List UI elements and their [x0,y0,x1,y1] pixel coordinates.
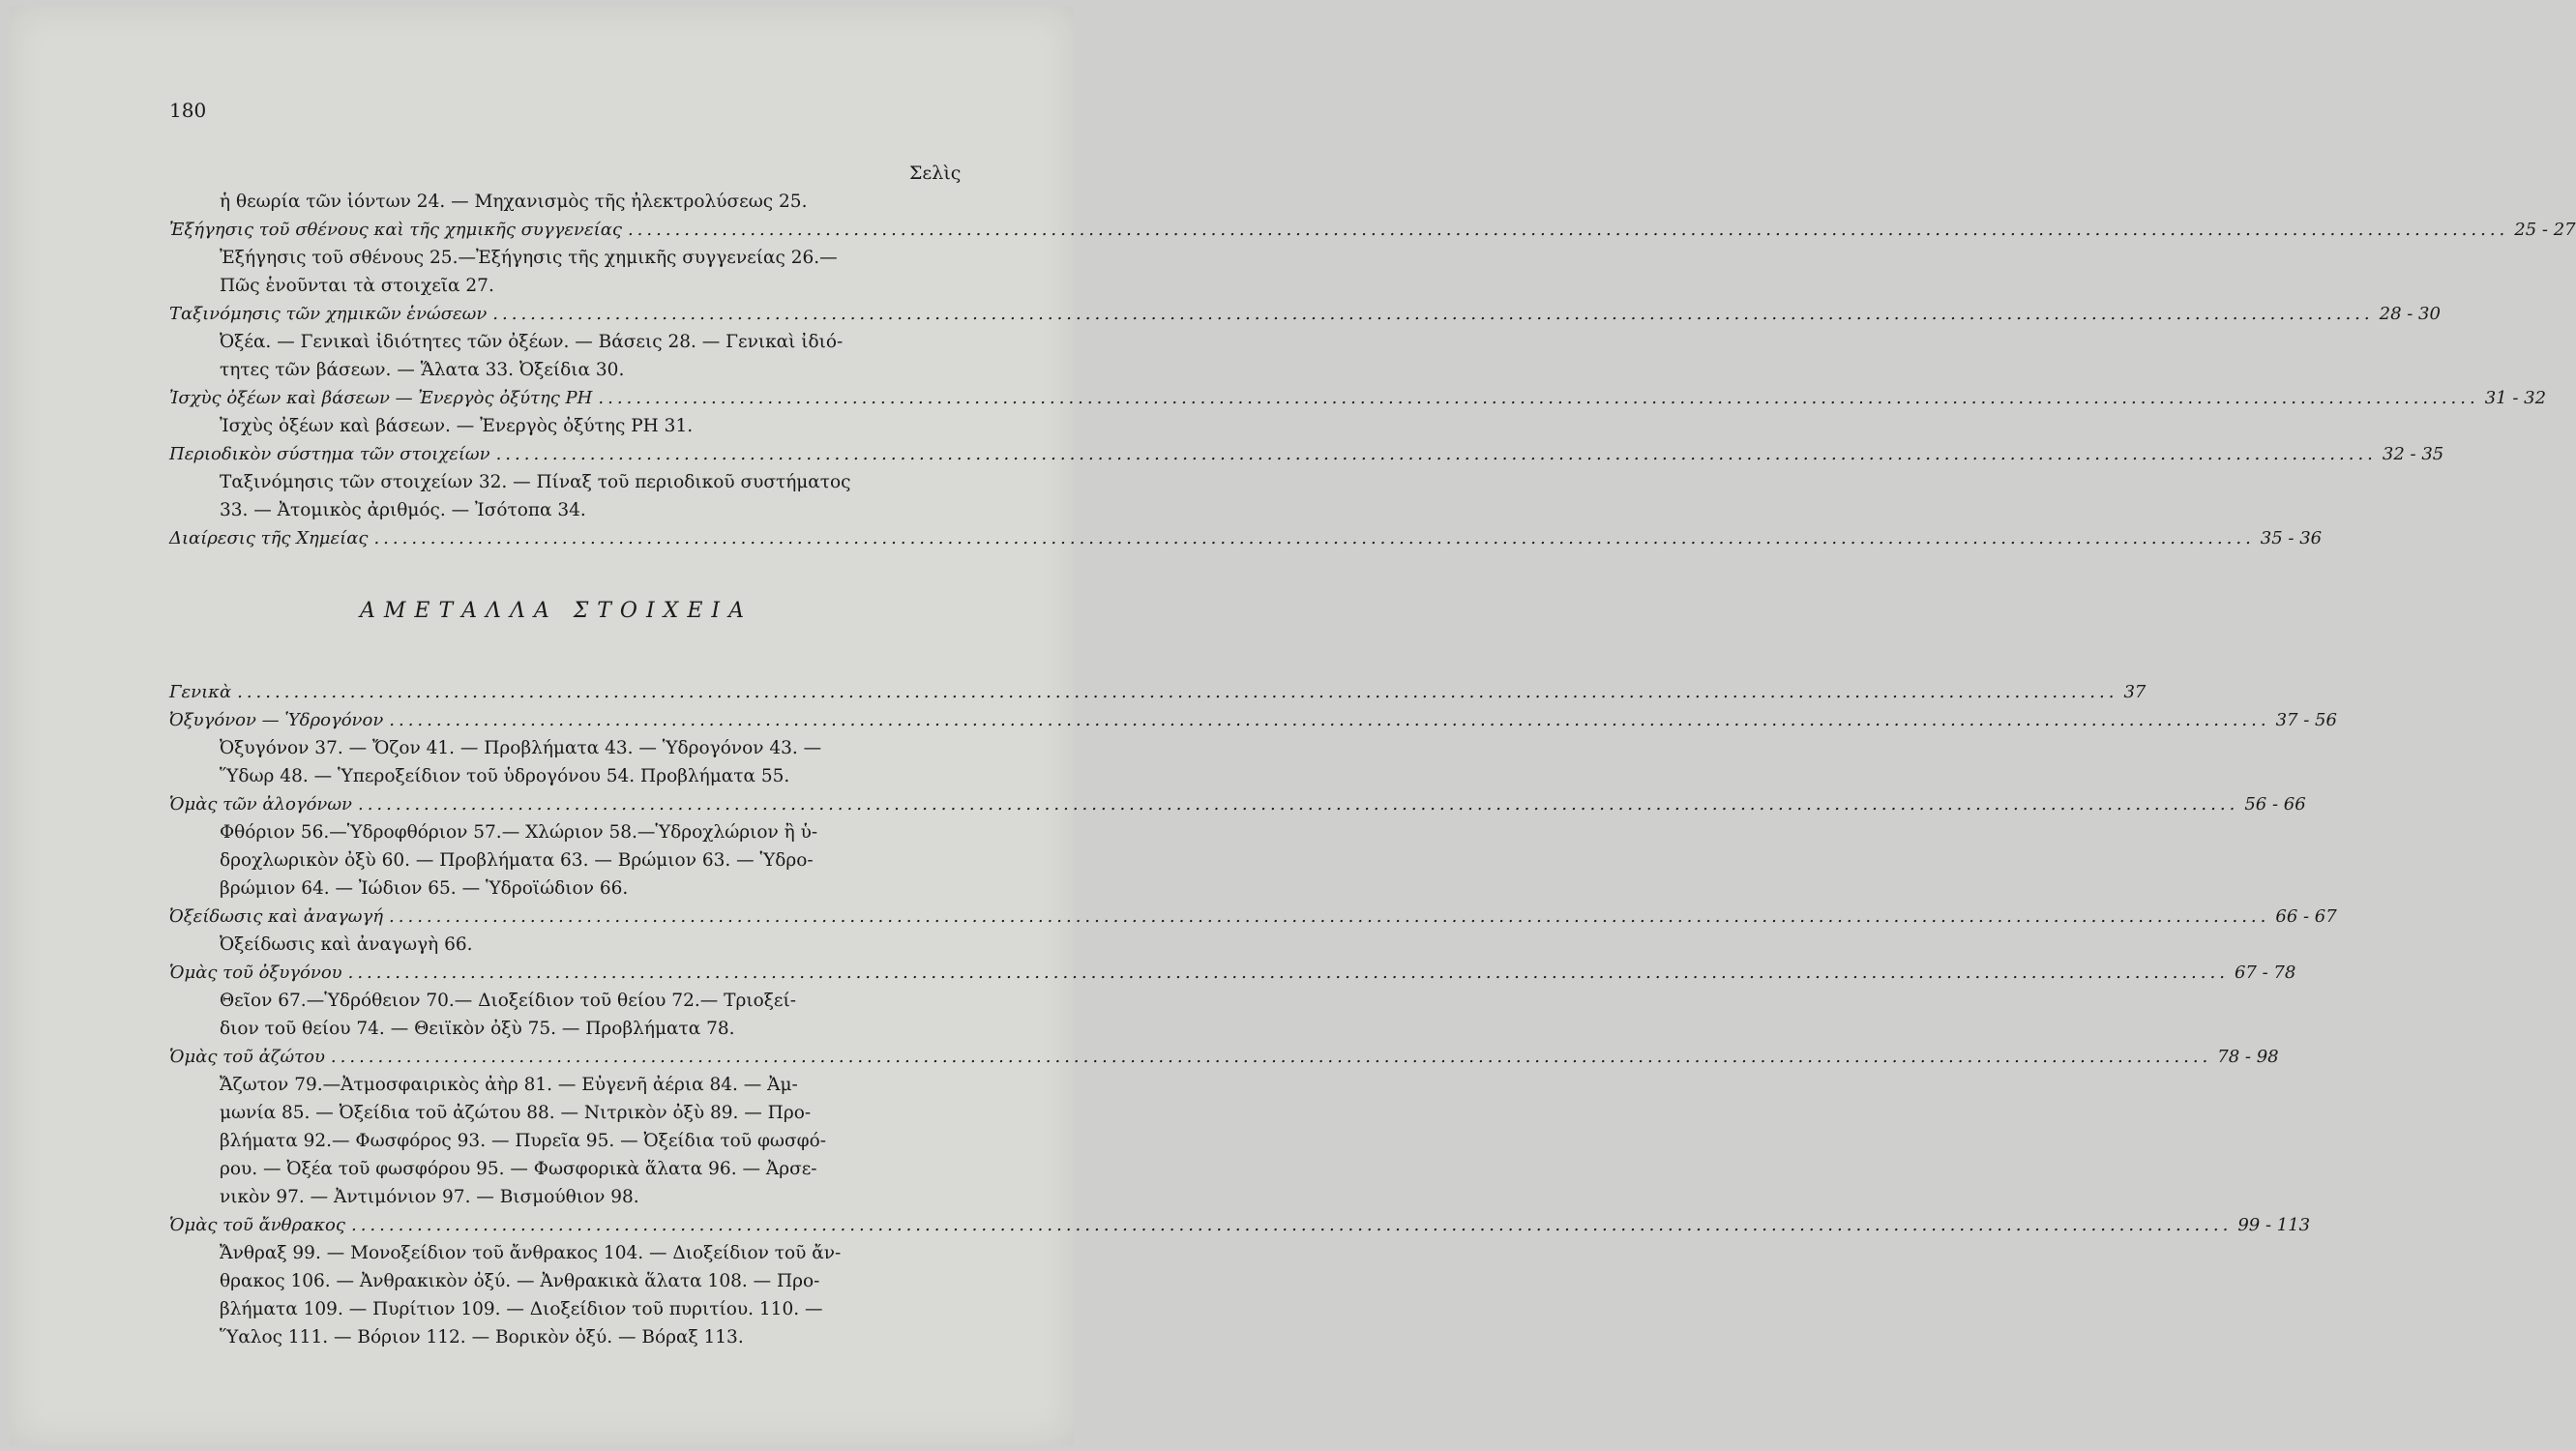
toc-entry-subtopics: Φθόριον 56.—Ὑδροφθόριον 57.— Χλώριον 58.—Ὑδροχλώριον ἢ ὑ- [220,822,818,843]
toc-entry-subtopics: βλήματα 92.— Φωσφόρος 93. — Πυρεῖα 95. — Ὀξείδια τοῦ φωσφό- [220,1131,826,1151]
toc-entry-pages: 35 - 36 [2260,528,2323,548]
toc-entry-subtopics: Ταξινόμησις τῶν στοιχείων 32. — Πίναξ τοῦ περιοδικοῦ συστήματος [220,472,851,492]
toc-entry-pages: 37 - 56 [2275,710,2337,730]
toc-entries-top [169,216,2576,552]
toc-entry-pages: 37 [2123,682,2147,702]
dot-leader: ........................................................................................................................................................................................................ [237,682,2118,702]
toc-entry-title: Ἰσχὺς ὀξέων καὶ βάσεων — Ἐνεργὸς ὀξύτης PH [169,388,593,408]
toc-entry-pages: 99 - 113 [2237,1215,2311,1235]
pages-column-header: Σελὶς [909,163,962,184]
dot-leader: ........................................................................................................................................................................................................ [373,528,2255,548]
toc-entry-title: Ὀξυγόνον — Ὑδρογόνον [169,710,384,730]
toc-entry-subtopics: μωνία 85. — Ὀξείδια τοῦ ἀζώτου 88. — Νιτρικὸν ὀξὺ 89. — Προ- [220,1103,812,1123]
toc-entry [169,903,2337,931]
toc-entry-subtopics: Πῶς ἑνοῦνται τὰ στοιχεῖα 27. [220,276,494,296]
toc-entry-subtopics: διον τοῦ θείου 74. — Θειϊκὸν ὀξὺ 75. — Προβλήματα 78. [220,1019,735,1039]
toc-entry-pages: 67 - 78 [2234,962,2296,983]
toc-entry-pages: 66 - 67 [2275,906,2337,927]
toc-entry [169,384,2547,412]
toc-entry-pages: 28 - 30 [2379,304,2441,324]
toc-entry [169,216,2576,244]
book-page [10,6,2576,1445]
toc-entry [169,706,2337,734]
dot-leader: ........................................................................................................................................................................................................ [627,220,2509,240]
toc-entry-subtopics: βλήματα 109. — Πυρίτιον 109. — Διοξείδιον τοῦ πυριτίου. 110. — [220,1299,823,1319]
toc-entry-title: Ὁμὰς τῶν ἀλογόνων [169,794,352,814]
section-heading: ΑΜΕΤΑΛΛΑ ΣΤΟΙΧΕΙΑ [360,599,753,623]
toc-entry [169,790,2306,818]
toc-entry [169,959,2296,987]
toc-entry-title: Ταξινόμησις τῶν χημικῶν ἑνώσεων [169,304,488,324]
toc-entry-pages: 56 - 66 [2244,794,2306,814]
toc-entry-pages: 31 - 32 [2484,388,2547,408]
dot-leader: ........................................................................................................................................................................................................ [492,304,2374,324]
dot-leader: ........................................................................................................................................................................................................ [389,710,2270,730]
toc-entry-subtopics: Θεῖον 67.—Ὑδρόθειον 70.— Διοξείδιον τοῦ θείου 72.— Τριοξεί- [220,991,796,1011]
toc-entry-title: Ἐξήγησις τοῦ σθένους καὶ τῆς χημικῆς συγγενείας [169,220,622,240]
toc-entry-subtopics: Ὕδωρ 48. — Ὑπεροξείδιον τοῦ ὑδρογόνου 54. Προβλήματα 55. [220,766,790,786]
toc-entry-title: Διαίρεσις τῆς Χημείας [169,528,369,548]
toc-entry-pages: 32 - 35 [2382,444,2444,464]
toc-entry-subtopics: Ὀξυγόνον 37. — Ὄζον 41. — Προβλήματα 43. — Ὑδρογόνον 43. — [220,738,822,758]
toc-entry-subtopics: Ὕαλος 111. — Βόριον 112. — Βορικὸν ὀξύ. — Βόραξ 113. [220,1327,744,1347]
toc-entry-subtopics: Ἄζωτον 79.—Ἀτμοσφαιρικὸς ἀὴρ 81. — Εὐγενῆ ἀέρια 84. — Ἀμ- [220,1075,798,1095]
toc-entry-pages: 25 - 27 [2514,220,2576,240]
toc-entry-subtopics: Ἐξήγησις τοῦ σθένους 25.—Ἐξήγησις τῆς χημικῆς συγγενείας 26.— [220,248,838,268]
toc-entry-subtopics: τητες τῶν βάσεων. — Ἅλατα 33. Ὀξείδια 30. [220,360,625,380]
toc-entry-subtopics: βρώμιον 64. — Ἰώδιον 65. — Ὑδροϊώδιον 66. [220,878,629,899]
table-of-contents [169,188,2576,1351]
dot-leader: ........................................................................................................................................................................................................ [347,962,2229,983]
toc-entries-bottom [169,678,2337,1351]
toc-entry-title: Περιοδικὸν σύστημα τῶν στοιχείων [169,444,490,464]
toc-entry-subtopics: ρου. — Ὀξέα τοῦ φωσφόρου 95. — Φωσφορικὰ ἅλατα 96. — Ἀρσε- [220,1159,817,1179]
toc-entry-subtopics: θρακος 106. — Ἀνθρακικὸν ὀξύ. — Ἀνθρακικὰ ἅλατα 108. — Προ- [220,1271,820,1291]
toc-entry-subtopics: Ὀξείδωσις καὶ ἀναγωγὴ 66. [220,934,473,955]
toc-entry [169,1043,2279,1071]
toc-entry-subtopics: 33. — Ἀτομικὸς ἀριθμός. — Ἰσότοπα 34. [220,500,586,520]
toc-entry [169,440,2444,468]
toc-entry [169,1211,2311,1239]
toc-entry-title: Ὁμὰς τοῦ ἄνθρακος [169,1215,345,1235]
toc-entry-subtopics: Ἰσχὺς ὀξέων καὶ βάσεων. — Ἐνεργὸς ὀξύτης PH 31. [220,416,694,436]
dot-leader: ........................................................................................................................................................................................................ [389,906,2270,927]
dot-leader: ........................................................................................................................................................................................................ [357,794,2239,814]
toc-entry-title: Ὁμὰς τοῦ ἀζώτου [169,1047,325,1067]
dot-leader: ........................................................................................................................................................................................................ [350,1215,2233,1235]
toc-entry-title: Ὀξείδωσις καὶ ἀναγωγή [169,906,384,927]
page-number: 180 [169,99,207,122]
toc-entry-title: Ὁμὰς τοῦ ὀξυγόνου [169,962,342,983]
intro-line: ἡ θεωρία τῶν ἰόντων 24. — Μηχανισμὸς τῆς ἠλεκτρολύσεως 25. [220,192,808,212]
toc-entry-pages: 78 - 98 [2217,1047,2279,1067]
toc-entry [169,524,2323,552]
toc-entry-subtopics: νικὸν 97. — Ἀντιμόνιον 97. — Βισμούθιον 98. [220,1187,639,1207]
toc-entry-title: Γενικὰ [169,682,232,702]
dot-leader: ........................................................................................................................................................................................................ [598,388,2479,408]
toc-entry-subtopics: δροχλωρικὸν ὀξὺ 60. — Προβλήματα 63. — Βρώμιον 63. — Ὑδρο- [220,850,814,871]
toc-entry [169,300,2441,328]
dot-leader: ........................................................................................................................................................................................................ [495,444,2377,464]
toc-entry-subtopics: Ἄνθραξ 99. — Μονοξείδιον τοῦ ἄνθρακος 104. — Διοξείδιον τοῦ ἄν- [220,1243,842,1263]
toc-entry-subtopics: Ὀξέα. — Γενικαὶ ἰδιότητες τῶν ὀξέων. — Βάσεις 28. — Γενικαὶ ἰδιό- [220,332,844,352]
dot-leader: ........................................................................................................................................................................................................ [330,1047,2212,1067]
toc-entry [169,678,2147,706]
